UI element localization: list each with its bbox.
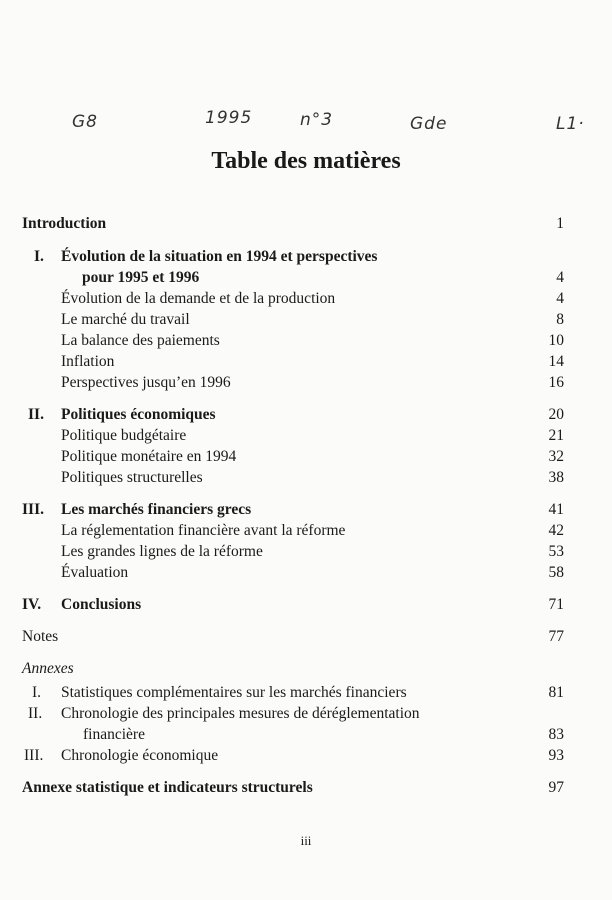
- toc-item-label: Inflation: [61, 353, 115, 370]
- toc-item-label: Politique monétaire en 1994: [61, 448, 237, 465]
- toc-item-page: 8: [556, 311, 564, 328]
- toc-item-page: 81: [548, 684, 564, 701]
- annex-number: II.: [28, 705, 43, 722]
- section-number: IV.: [22, 596, 42, 613]
- toc-entry-page: 41: [548, 501, 564, 518]
- toc-item-label: Les grandes lignes de la réforme: [61, 543, 263, 560]
- toc-item-label: Politique budgétaire: [61, 427, 187, 444]
- toc-item-label: La balance des paiements: [61, 332, 220, 349]
- toc-item-label-continued: financière: [83, 726, 145, 743]
- handwritten-note: 1995: [205, 108, 253, 128]
- toc-entry-label: Notes: [22, 628, 59, 645]
- toc-item-page: 10: [548, 332, 564, 349]
- section-title: Les marchés financiers grecs: [61, 501, 252, 518]
- toc-item-page: 16: [548, 374, 564, 391]
- toc-item-page: 93: [548, 747, 564, 764]
- toc-item-label: La réglementation financière avant la réforme: [61, 522, 346, 539]
- toc-item-label: Chronologie des principales mesures de déréglementation: [61, 705, 420, 722]
- toc-item-page: 21: [548, 427, 564, 444]
- toc-entry-page: 20: [548, 406, 564, 423]
- toc-item-page: 4: [556, 290, 564, 307]
- section-title-continued: pour 1995 et 1996: [82, 269, 200, 286]
- toc-entry-page: 4: [556, 269, 564, 286]
- toc-item-label: Évolution de la demande et de la production: [61, 290, 336, 307]
- toc-item-page: 83: [548, 726, 564, 743]
- toc-item-label: Évaluation: [61, 564, 129, 581]
- handwritten-note: G8: [72, 112, 98, 132]
- annex-number: I.: [32, 684, 42, 701]
- toc-item-page: 32: [548, 448, 564, 465]
- handwritten-note: Gde: [410, 114, 448, 134]
- toc-entry-page: 77: [548, 628, 564, 645]
- toc-item-page: 14: [548, 353, 564, 370]
- annex-number: III.: [24, 747, 44, 764]
- toc-item-label: Politiques structurelles: [61, 469, 203, 486]
- toc-item-page: 53: [548, 543, 564, 560]
- toc-entry-page: 97: [548, 779, 564, 796]
- toc-item-label: Perspectives jusqu’en 1996: [61, 374, 231, 391]
- toc-item-label: Chronologie économique: [61, 747, 219, 764]
- toc-item-page: 42: [548, 522, 564, 539]
- section-number: I.: [34, 248, 44, 265]
- toc-entry-label: Introduction: [22, 215, 107, 232]
- toc-item-page: 38: [548, 469, 564, 486]
- section-title: Évolution de la situation en 1994 et perspectives: [61, 248, 378, 265]
- toc-item-page: 58: [548, 564, 564, 581]
- toc-entry-label: Annexe statistique et indicateurs structurels: [22, 779, 313, 796]
- handwritten-note: n°3: [300, 110, 334, 130]
- section-number: III.: [22, 501, 44, 518]
- toc-entry-page: 1: [556, 215, 564, 232]
- annexes-heading-label: Annexes: [22, 660, 74, 677]
- page-number: iii: [300, 833, 312, 848]
- handwritten-note: L1·: [556, 114, 585, 134]
- section-title: Politiques économiques: [61, 406, 216, 423]
- toc-item-label: Statistiques complémentaires sur les marchés financiers: [61, 684, 407, 701]
- page-title: Table des matières: [211, 148, 401, 174]
- toc-item-label: Le marché du travail: [61, 311, 190, 328]
- section-title: Conclusions: [61, 596, 142, 613]
- toc-entry-page: 71: [548, 596, 564, 613]
- section-number: II.: [28, 406, 44, 423]
